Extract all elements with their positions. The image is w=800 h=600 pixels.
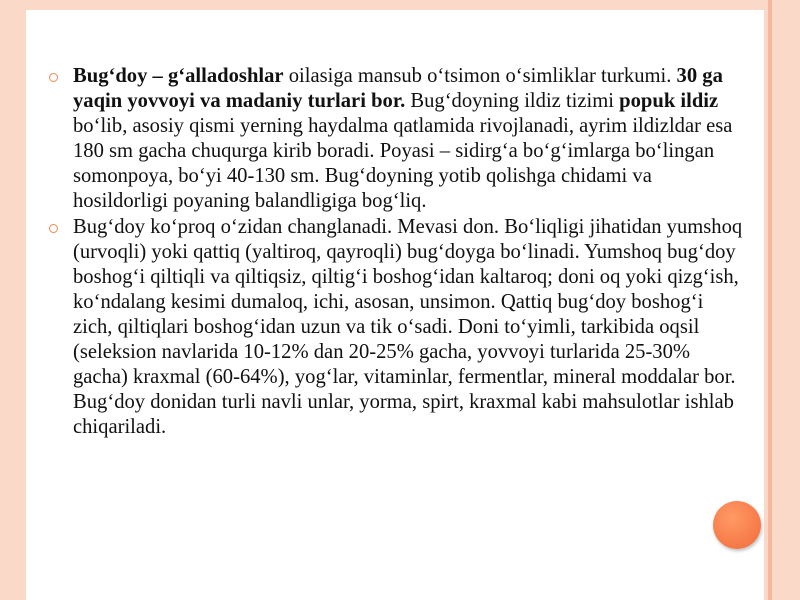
decorative-orange-circle xyxy=(713,501,761,549)
bold-term: 30 ga yaqin yovvoyi va madaniy turlari bor. xyxy=(73,65,723,112)
slide-frame-left xyxy=(0,0,26,600)
text-run: oilasiga mansub o‘tsimon o‘simliklar turkumi. xyxy=(283,65,677,87)
slide-frame-right-stripe xyxy=(768,0,772,600)
bold-term: popuk ildiz xyxy=(619,90,719,112)
text-run: Bug‘doy ko‘proq o‘zidan changlanadi. Mevasi don. Bo‘liqligi jihatidan yumshoq (urvoqli) yoki qattiq (yaltiroq, qayroqli) bug‘doyga bo‘linadi. Yumshoq bug‘doy boshog‘i qiltiqli va qiltiqsiz, qiltig‘i boshog‘idan kaltaroq; doni oq yoki qizg‘ish, ko‘ndalang kesimi dumaloq, ichi, asosan, unsimon. Qattiq bug‘doy boshog‘i zich, qiltiqlari boshog‘idan uzun va tik o‘sadi. Doni to‘yimli, tarkibida oqsil (seleksion navlarida 10-12% dan 20-25% gacha, yovvoyi turlarida 25-30% gacha) kraxmal (60-64%), yog‘lar, vitaminlar, fermentlar, mineral moddalar bor. Bug‘doy donidan turli navli unlar, yorma, spirt, kraxmal kabi mahsulotlar ishlab chiqariladi. xyxy=(73,216,743,438)
bullet-paragraph-1 xyxy=(44,64,744,214)
bullet-circle-icon xyxy=(49,224,58,233)
bold-term: Bug‘doy – g‘alladoshlar xyxy=(73,65,284,87)
slide-frame-top xyxy=(0,0,800,10)
text-run: bo‘lib, asosiy qismi yerning haydalma qatlamida rivojlanadi, ayrim ildizldar esa 180 sm gacha chuqurga kirib boradi. Poyasi – sidirg‘a bo‘g‘imlarga bo‘lingan somonpoya, bo‘yi 40-130 sm. Bug‘doyning yotib qolishga chidami va hosildorligi poyaning balandligiga bog‘liq. xyxy=(73,115,733,212)
bullet-circle-icon xyxy=(49,73,58,82)
bullet-paragraph-2 xyxy=(44,215,744,440)
text-run: Bug‘doyning ildiz tizimi xyxy=(405,90,620,112)
slide-body xyxy=(44,64,744,441)
